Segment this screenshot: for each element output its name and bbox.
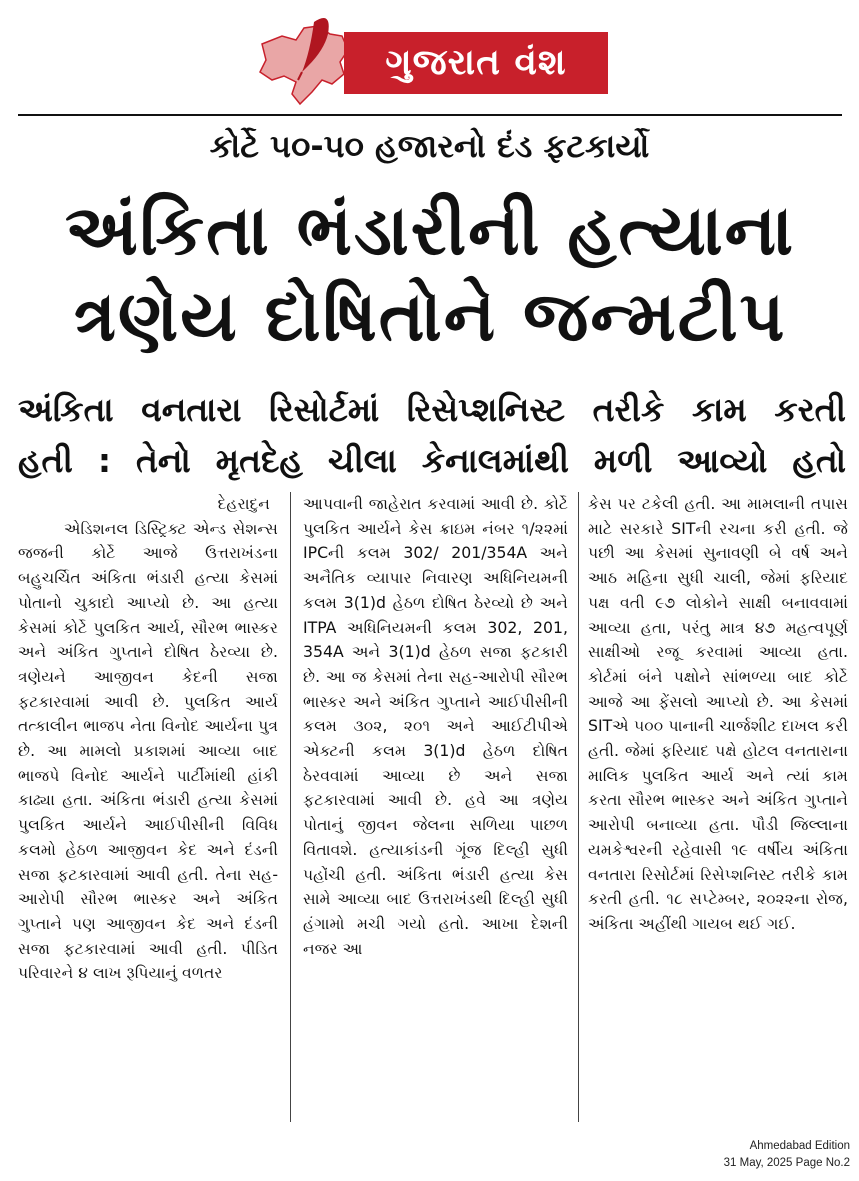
column-divider xyxy=(290,492,291,1122)
newspaper-logo[interactable] xyxy=(344,32,608,94)
header-rule xyxy=(18,114,842,116)
article-headline xyxy=(14,188,846,360)
headline-line-2: ત્રણેય દોષિતોને જન્મટીપ xyxy=(73,277,787,357)
edition-date-page: 31 May, 2025 Page No.2 xyxy=(723,1157,850,1169)
article-subheadline xyxy=(18,384,846,486)
article-column-2 xyxy=(303,492,568,1127)
column-2-text: આપવાની જાહેરાત કરવામાં આવી છે. કોર્ટે પુલકિત આર્યને કેસ ક્રાઇમ નંબર ૧/૨૨માં IPCની કલમ 302/ 201/354A અને અનૈતિક વ્યાપાર નિવારણ અધિનિયમની કલમ 3(1)d હેઠળ દોષિત ઠેરવ્યો છે અને ITPA અધિનિયમની કલમ 302, 201, 354A અને 3(1)d હેઠળ સજા ફટકારી છે. આ જ કેસમાં તેના સહ-આરોપી સૌરભ ભાસ્કર અને અંકિત ગુપ્તાને આઈપીસીની કલમ ૩૦૨, ૨૦૧ અને આઈટીપીએ એક્ટની કલમ 3(1)d હેઠળ દોષિત ઠેરવવામાં આવ્યા છે અને સજા ફટકારવામાં આવી છે. હવે આ ત્રણેય પોતાનું જીવન જેલના સળિયા પાછળ વિતાવશે. હત્યાકાંડની ગૂંજ દિલ્હી સુધી પહોંચી હતી. અંકિતા ભંડારી હત્યા કેસ સામે આવ્યા બાદ ઉત્તરાખંડથી દિલ્હી સુધી હંગામો મચી ગયો હતો. આખા દેશની નજર આ xyxy=(303,494,568,958)
headline-line-1: અંકિતા ભંડારીની હત્યાના xyxy=(65,191,795,271)
masthead xyxy=(0,0,859,112)
subhead-line-2: હતી : તેનો મૃતદેહ ચીલા કેનાલમાંથી મળી આવ્યો હતો xyxy=(18,441,846,480)
article-body xyxy=(18,492,848,1127)
article-kicker: કોર્ટે ૫૦-૫૦ હજારનો દંડ ફટકાર્યો xyxy=(209,127,650,165)
dateline: દેહરાદુન xyxy=(217,494,270,513)
subhead-line-1: અંકિતા વનતારા રિસોર્ટમાં રિસેપ્શનિસ્ટ તરીકે કામ કરતી xyxy=(18,390,846,429)
newspaper-logo-text: ગુજરાત વંશ xyxy=(385,42,567,83)
article-column-1 xyxy=(18,492,278,1127)
edition-footer xyxy=(724,1138,850,1172)
column-3-text: કેસ પર ટકેલી હતી. આ મામલાની તપાસ માટે સરકારે SITની રચના કરી હતી. જે પછી આ કેસમાં સુનાવણી બે વર્ષ અને આઠ મહિના સુધી ચાલી, જેમાં ફરિયાદ પક્ષ વતી ૯૭ લોકોને સાક્ષી બનાવવામાં આવ્યા હતા, પરંતુ માત્ર ૪૭ મહત્વપૂર્ણ સાક્ષીઓ રજૂ કરવામાં આવ્યા હતા. કોર્ટમાં બંને પક્ષોને સાંભળ્યા બાદ કોર્ટે આજે આ ફેંસલો આપ્યો છે. આ કેસમાં SITએ ૫૦૦ પાનાની ચાર્જશીટ દાખલ કરી હતી. જેમાં ફરિયાદ પક્ષે હોટલ વનતારાના માલિક પુલકિત આર્ય અને ત્યાં કામ કરતા સૌરભ ભાસ્કર અને અંકિત ગુપ્તાને આરોપી બનાવ્યા હતા. પૌડી જિલ્લાના યમકેશ્વરની રહેવાસી ૧૯ વર્ષીય અંકિતા વનતારા રિસોર્ટમાં રિસેપ્શનિસ્ટ તરીકે કામ કરતી હતી. ૧૮ સપ્ટેમ્બર, ૨૦૨૨ના રોજ, અંકિતા અહીંથી ગાયબ થઈ ગઈ. xyxy=(588,494,848,933)
column-divider xyxy=(578,492,579,1122)
edition-name: Ahmedabad Edition xyxy=(749,1140,850,1152)
column-1-text: એડિશનલ ડિસ્ટ્રિક્ટ એન્ડ સેશન્સ જજની કોર્ટે આજે ઉત્તરાખંડના બહુચર્ચિત અંકિતા ભંડારી હત્યા કેસમાં પોતાનો ચુકાદો આપ્યો છે. આ હત્યા કેસમાં કોર્ટે પુલકિત આર્ય, સૌરભ ભાસ્કર અને અંકિત ગુપ્તાને દોષિત ઠેરવ્યા છે. ત્રણેયને આજીવન કેદની સજા ફટકારવામાં આવી છે. પુલકિત આર્ય તત્કાલીન ભાજપ નેતા વિનોદ આર્યના પુત્ર છે. આ મામલો પ્રકાશમાં આવ્યા બાદ ભાજપે વિનોદ આર્યને પાર્ટીમાંથી હાંકી કાઢ્યા હતા. અંકિતા ભંડારી હત્યા કેસમાં પુલકિત આર્યને આઈપીસીની વિવિધ કલમો હેઠળ આજીવન કેદ અને દંડની સજા ફટકારવામાં આવી હતી. તેના સહ-આરોપી સૌરભ ભાસ્કર અને અંકિત ગુપ્તાને પણ આજીવન કેદ અને દંડની સજા ફટકારવામાં આવી હતી. પીડિત પરિવારને ૪ લાખ રૂપિયાનું વળતર xyxy=(18,518,278,983)
article-column-3 xyxy=(588,492,848,1127)
